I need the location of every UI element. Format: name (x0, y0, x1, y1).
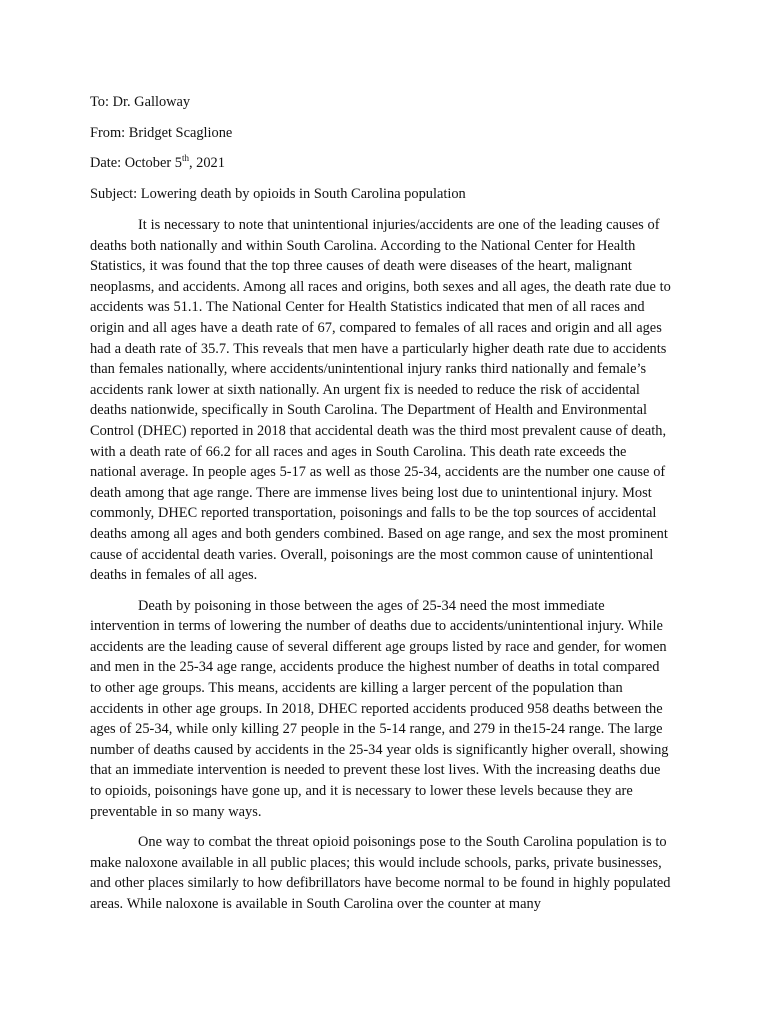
memo-subject-label: Subject: (90, 185, 138, 202)
body-paragraph-2: Death by poisoning in those between the ages of 25-34 need the most immediate intervention in terms of lowering the number of deaths due to accidents/unintentional injury. While accidents are the leading cause of several different age groups listed by race and gender, for women and men in the 25-34 age range, accidents produce the highest number of deaths in total compared to other age groups. This means, accidents are killing a larger percent of the population than accidents in other age groups. In 2018, DHEC reported accidents produced 958 deaths between the ages of 25-34, while only killing 27 people in the 5-14 range, and 279 in the15-24 range. The large number of deaths caused by accidents in the 25-34 year olds is significantly higher overall, showing that an immediate intervention is needed to prevent these lost lives. With the increasing deaths due to opioids, poisonings have gone up, and it is necessary to lower these levels because they are preventable in so many ways. (90, 597, 669, 820)
memo-from-line (90, 124, 673, 143)
memo-to-label: To: (90, 94, 109, 110)
memo-header (90, 93, 673, 204)
memo-subject-value: Lowering death by opioids in South Carolina population (140, 185, 466, 202)
body-paragraph-1: It is necessary to note that unintentional injuries/accidents are one of the leading causes of deaths both nationally and within South Carolina. According to the National Center for Health Statistics, it was found that the top three causes of death were diseases of the heart, malignant neoplasms, and accidents. Among all races and origins, both sexes and all ages, the death rate due to accidents was 51.1. The National Center for Health Statistics indicated that men of all races and origin and all ages have a death rate of 67, compared to females of all races and origin and all ages had a death rate of 35.7. This reveals that men have a particularly higher death rate due to accidents than females nationally, where accidents/unintentional injury ranks third nationally and female’s accidents rank lower at sixth nationally. An urgent fix is needed to reduce the risk of accidental deaths nationwide, specifically in South Carolina. The Department of Health and Environmental Control (DHEC) reported in 2018 that accidental death was the third most prevalent cause of death, with a death rate of 66.2 for all races and ages in South Carolina. This death rate exceeds the national average. In people ages 5-17 as well as those 25-34, accidents are the number one cause of death among that age range. There are immense lives being lost due to unintentional injury. Most commonly, DHEC reported transportation, poisonings and falls to be the top sources of accidental deaths among all ages and both genders combined. Based on age range, and sex the most prominent cause of accidental death varies. Overall, poisonings are the most common cause of unintentional deaths in females of all ages. (90, 217, 671, 584)
memo-date-line (90, 154, 673, 173)
memo-from-label: From: (90, 124, 126, 141)
memo-date-month-day: October 5 (124, 155, 182, 171)
body-paragraph-3: One way to combat the threat opioid poisonings pose to the South Carolina population is to make naloxone available in all public places; this would include schools, parks, private businesses, and other places similarly to how defibrillators have become normal to be found in highly populated areas. While naloxone is available in South Carolina over the counter at many (90, 834, 671, 912)
memo-from-value: Bridget Scaglione (128, 124, 233, 141)
memo-to-value: Dr. Galloway (112, 94, 191, 110)
memo-date-label: Date: (90, 155, 122, 171)
memo-subject-line (90, 185, 673, 204)
memo-body (90, 215, 673, 915)
memo-to-line (90, 93, 673, 112)
memo-date-suffix: th (181, 153, 189, 163)
memo-date-year: , 2021 (188, 155, 225, 171)
